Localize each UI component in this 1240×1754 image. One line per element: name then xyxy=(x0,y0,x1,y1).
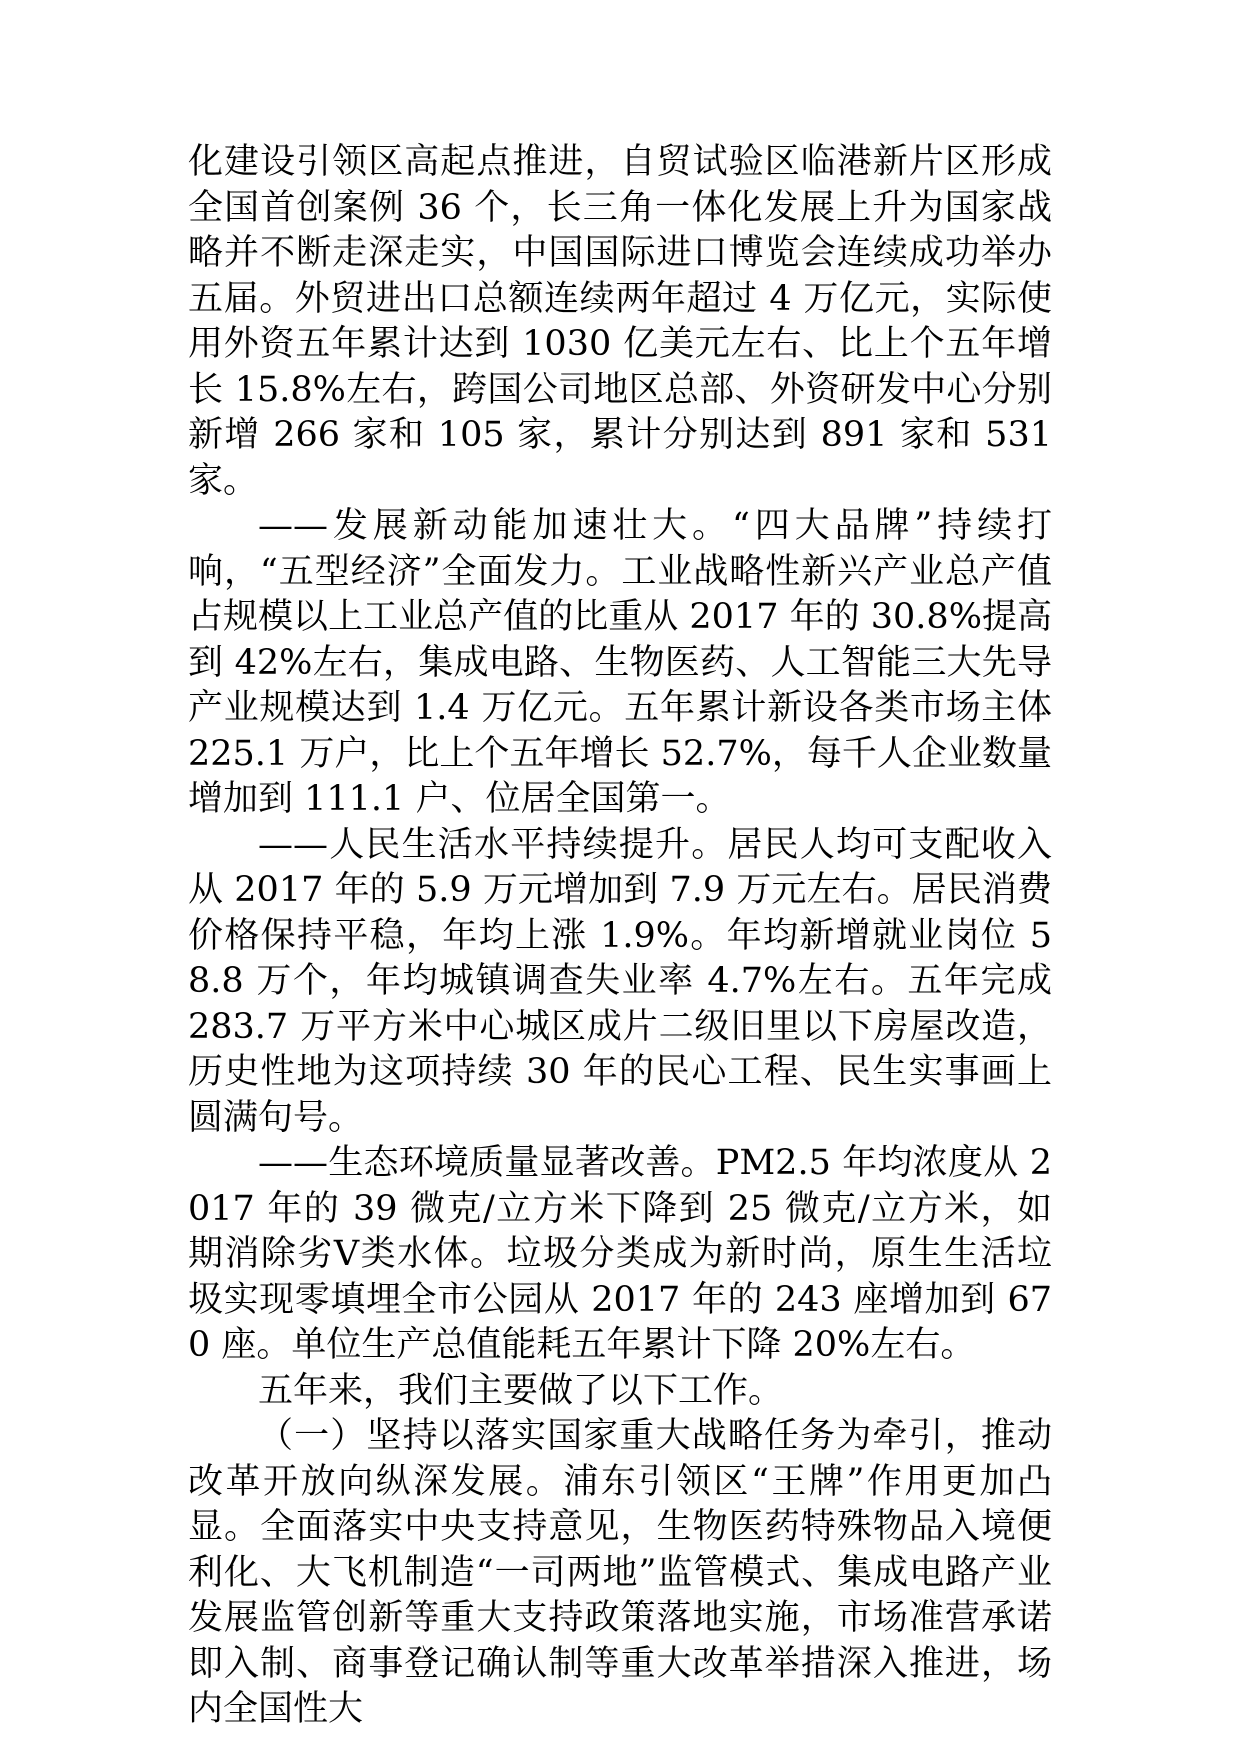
paragraph-living-standards: ——人民生活水平持续提升。居民人均可支配收入从 2017 年的 5.9 万元增加到 7.9 万元左右。居民消费价格保持平稳，年均上涨 1.9%。年均新增就业岗位 58.8 万个，年均城镇调查失业率 4.7%左右。五年完成 283.7 万平方米中心城区成片二级旧里以下房屋改造，历史性地为这项持续 30 年的民心工程、民生实事画上圆满句号。 xyxy=(188,824,1052,1138)
paragraph-opening-trade: 化建设引领区高起点推进，自贸试验区临港新片区形成全国首创案例 36 个，长三角一体化发展上升为国家战略并不断走深走实，中国国际进口博览会连续成功举办五届。外贸进出口总额连续两年超过 4 万亿元，实际使用外资五年累计达到 1030 亿美元左右、比上个五年增长 15.8%左右，跨国公司地区总部、外资研发中心分别新增 266 家和 105 家，累计分别达到 891 家和 531 家。 xyxy=(188,142,1052,501)
document-page xyxy=(188,140,1052,1733)
paragraph-work-intro: 五年来，我们主要做了以下工作。 xyxy=(258,1370,784,1411)
paragraph-new-growth-drivers: ——发展新动能加速壮大。“四大品牌”持续打响，“五型经济”全面发力。工业战略性新兴产业总产值占规模以上工业总产值的比重从 2017 年的 30.8%提高到 42%左右，集成电路、生物医药、人工智能三大先导产业规模达到 1.4 万亿元。五年累计新设各类市场主体 225.1 万户，比上个五年增长 52.7%，每千人企业数量增加到 111.1 户、位居全国第一。 xyxy=(188,506,1052,819)
paragraph-section-one: （一）坚持以落实国家重大战略任务为牵引，推动改革开放向纵深发展。浦东引领区“王牌”作用更加凸显。全面落实中央支持意见，生物医药特殊物品入境便利化、大飞机制造“一司两地”监管模式、集成电路产业发展监管创新等重大支持政策落地实施，市场准营承诺即入制、商事登记确认制等重大改革举措深入推进，场内全国性大 xyxy=(188,1416,1052,1729)
paragraph-ecology: ——生态环境质量显著改善。PM2.5 年均浓度从 2017 年的 39 微克/立方米下降到 25 微克/立方米，如期消除劣Ⅴ类水体。垃圾分类成为新时尚，原生生活垃圾实现零填埋全市公园从 2017 年的 243 座增加到 670 座。单位生产总值能耗五年累计下降 20%左右。 xyxy=(188,1143,1052,1365)
